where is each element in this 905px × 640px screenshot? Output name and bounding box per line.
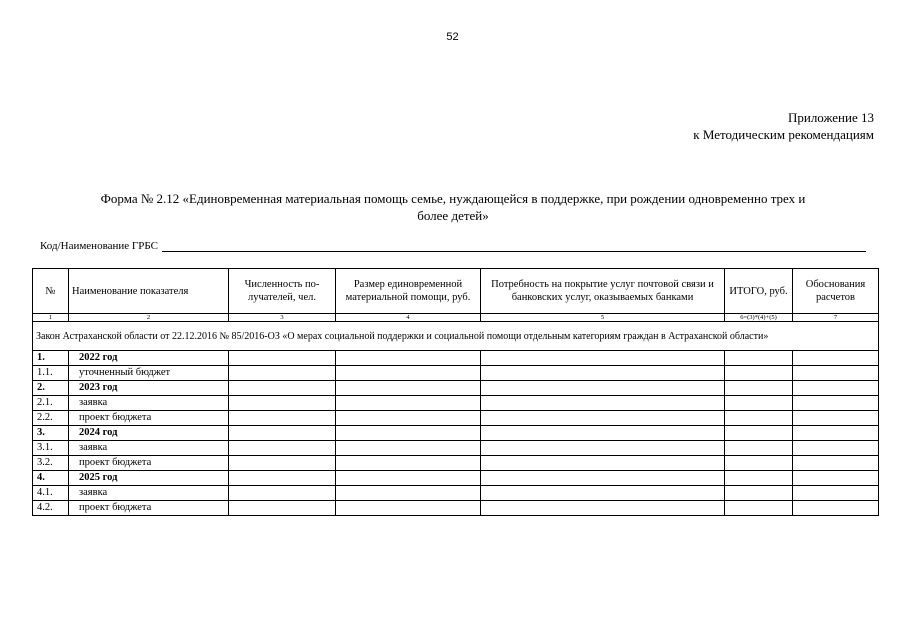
empty-cell[interactable]	[481, 426, 725, 441]
empty-cell[interactable]	[336, 471, 481, 486]
column-number: 4	[336, 314, 481, 322]
row-indicator-name: 2024 год	[69, 426, 229, 441]
form-title	[30, 190, 876, 224]
table-row	[33, 456, 879, 471]
table-row	[33, 411, 879, 426]
empty-cell[interactable]	[229, 471, 336, 486]
grbs-field	[40, 240, 866, 252]
appendix-note	[693, 109, 874, 143]
row-indicator-name: заявка	[69, 486, 229, 501]
table-row	[33, 396, 879, 411]
header-cell: №	[33, 269, 69, 314]
empty-cell[interactable]	[481, 351, 725, 366]
column-number: 5	[481, 314, 725, 322]
row-number: 2.1.	[33, 396, 69, 411]
row-number: 3.1.	[33, 441, 69, 456]
empty-cell[interactable]	[725, 381, 793, 396]
column-number: 7	[793, 314, 879, 322]
empty-cell[interactable]	[336, 381, 481, 396]
empty-cell[interactable]	[725, 501, 793, 516]
empty-cell[interactable]	[725, 411, 793, 426]
empty-cell[interactable]	[481, 501, 725, 516]
empty-cell[interactable]	[793, 456, 879, 471]
column-number: 6=(3)*(4)+(5)	[725, 314, 793, 322]
empty-cell[interactable]	[229, 426, 336, 441]
empty-cell[interactable]	[481, 381, 725, 396]
empty-cell[interactable]	[725, 486, 793, 501]
grbs-label: Код/Наименование ГРБС	[40, 240, 158, 252]
empty-cell[interactable]	[725, 426, 793, 441]
empty-cell[interactable]	[481, 366, 725, 381]
empty-cell[interactable]	[229, 411, 336, 426]
empty-cell[interactable]	[481, 486, 725, 501]
header-row	[33, 269, 879, 314]
row-number: 3.	[33, 426, 69, 441]
row-number: 1.1.	[33, 366, 69, 381]
row-indicator-name: 2022 год	[69, 351, 229, 366]
empty-cell[interactable]	[229, 351, 336, 366]
empty-cell[interactable]	[229, 381, 336, 396]
empty-cell[interactable]	[793, 411, 879, 426]
empty-cell[interactable]	[481, 441, 725, 456]
empty-cell[interactable]	[336, 366, 481, 381]
empty-cell[interactable]	[725, 441, 793, 456]
empty-cell[interactable]	[793, 471, 879, 486]
law-text: Закон Астраханской области от 22.12.2016 № 85/2016-ОЗ «О мерах социальной поддержки и социальной помощи отдельным категориям граждан в Астраханской области»	[33, 322, 879, 351]
empty-cell[interactable]	[793, 351, 879, 366]
empty-cell[interactable]	[793, 486, 879, 501]
row-number: 2.2.	[33, 411, 69, 426]
appendix-line-1: Приложение 13	[787, 110, 874, 125]
appendix-line-2: к Методическим рекомендациям	[693, 127, 874, 142]
empty-cell[interactable]	[793, 396, 879, 411]
table-row	[33, 486, 879, 501]
empty-cell[interactable]	[793, 366, 879, 381]
empty-cell[interactable]	[481, 456, 725, 471]
empty-cell[interactable]	[336, 426, 481, 441]
empty-cell[interactable]	[229, 501, 336, 516]
column-number: 2	[69, 314, 229, 322]
empty-cell[interactable]	[336, 456, 481, 471]
table-row	[33, 366, 879, 381]
empty-cell[interactable]	[336, 441, 481, 456]
row-indicator-name: 2023 год	[69, 381, 229, 396]
empty-cell[interactable]	[229, 441, 336, 456]
table-row	[33, 381, 879, 396]
table-row	[33, 426, 879, 441]
empty-cell[interactable]	[725, 471, 793, 486]
empty-cell[interactable]	[229, 366, 336, 381]
header-cell: Численность по-лучателей, чел.	[229, 269, 336, 314]
row-number: 4.1.	[33, 486, 69, 501]
form-table	[32, 268, 879, 516]
row-number: 1.	[33, 351, 69, 366]
law-row	[33, 322, 879, 351]
page-number: 52	[446, 31, 459, 43]
empty-cell[interactable]	[793, 381, 879, 396]
empty-cell[interactable]	[725, 351, 793, 366]
empty-cell[interactable]	[725, 366, 793, 381]
empty-cell[interactable]	[793, 441, 879, 456]
empty-cell[interactable]	[336, 351, 481, 366]
row-indicator-name: проект бюджета	[69, 456, 229, 471]
column-number: 3	[229, 314, 336, 322]
empty-cell[interactable]	[481, 471, 725, 486]
header-cell: ИТОГО, руб.	[725, 269, 793, 314]
empty-cell[interactable]	[229, 486, 336, 501]
grbs-underline	[162, 240, 866, 252]
row-indicator-name: проект бюджета	[69, 501, 229, 516]
row-number: 3.2.	[33, 456, 69, 471]
row-indicator-name: заявка	[69, 396, 229, 411]
row-indicator-name: 2025 год	[69, 471, 229, 486]
row-number: 4.	[33, 471, 69, 486]
empty-cell[interactable]	[336, 486, 481, 501]
table-row	[33, 501, 879, 516]
header-cell: Потребность на покрытие услуг почтовой связи и банковских услуг, оказываемых банками	[481, 269, 725, 314]
header-cell: Наименование показателя	[69, 269, 229, 314]
empty-cell[interactable]	[336, 411, 481, 426]
header-cell: Обоснования расчетов	[793, 269, 879, 314]
column-number-row	[33, 314, 879, 322]
row-indicator-name: проект бюджета	[69, 411, 229, 426]
table-row	[33, 441, 879, 456]
empty-cell[interactable]	[229, 456, 336, 471]
form-title-line-1: Форма № 2.12 «Единовременная материальная помощь семье, нуждающейся в поддержке, при рождении одновременно трех и	[100, 191, 806, 206]
empty-cell[interactable]	[481, 396, 725, 411]
empty-cell[interactable]	[229, 396, 336, 411]
empty-cell[interactable]	[336, 501, 481, 516]
empty-cell[interactable]	[481, 411, 725, 426]
empty-cell[interactable]	[725, 396, 793, 411]
empty-cell[interactable]	[725, 456, 793, 471]
column-number: 1	[33, 314, 69, 322]
header-cell: Размер единовременной материальной помощи, руб.	[336, 269, 481, 314]
form-title-line-2: более детей»	[417, 208, 489, 223]
row-indicator-name: уточненный бюджет	[69, 366, 229, 381]
empty-cell[interactable]	[793, 426, 879, 441]
row-number: 2.	[33, 381, 69, 396]
row-number: 4.2.	[33, 501, 69, 516]
empty-cell[interactable]	[336, 396, 481, 411]
empty-cell[interactable]	[793, 501, 879, 516]
table-row	[33, 471, 879, 486]
table-row	[33, 351, 879, 366]
row-indicator-name: заявка	[69, 441, 229, 456]
